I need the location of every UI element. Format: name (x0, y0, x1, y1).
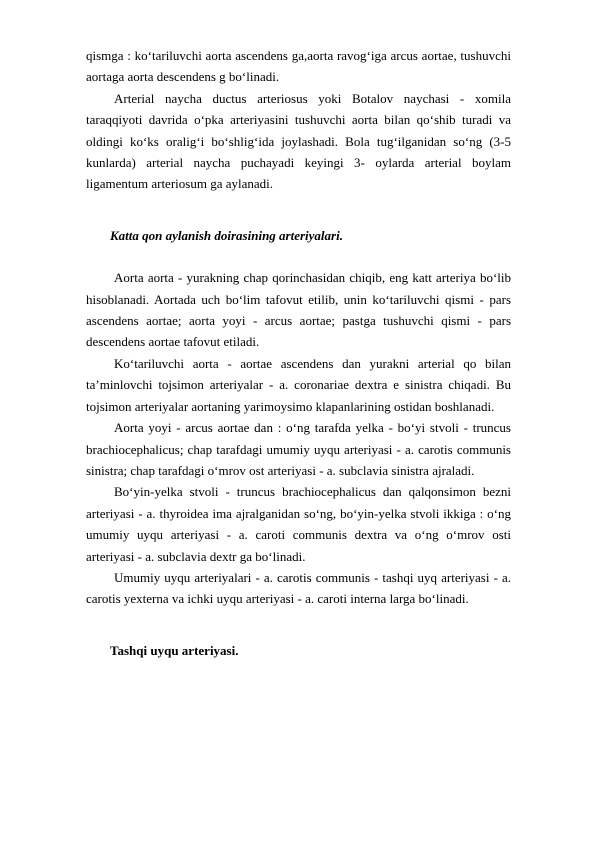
paragraph-aorta: Aorta aorta - yurakning chap qorinchasidan chiqib, eng katt arteriya bo‘lib hisoblanadi. Aortada uch bo‘lim tafovut etilib, unin ko‘tariluvchi qismi - pars ascendens aortae; aorta yoyi - arcus aortae; pastga tushuvchi qismi - pars descendens aortae tafovut etiladi. (86, 270, 511, 350)
paragraph-continuation: qismga : ko‘tariluvchi aorta ascendens ga,aorta ravog‘iga arcus aortae, tushuvchi aortaga aorta descendens g bo‘linadi. (86, 48, 511, 85)
spacer (86, 246, 511, 267)
paragraph-ductus-arteriosus: Arterial naycha ductus arteriosus yoki Botalov naychasi - xomila taraqqiyoti davrida o‘pka arteriyasini tushuvchi aorta bilan qo‘shib turadi va oldingi ko‘ks oralig‘i bo‘shlig‘ida joylashadi. Bola tug‘ilganidan so‘ng (3-5 kunlarda) arterial naycha puchayadi keyingi 3- oylarda arterial boylam ligamentum arteriosum ga aylanadi. (86, 90, 511, 192)
paragraph-common-carotid: Umumiy uyqu arteriyalari - a. carotis communis - tashqi uyq arteriyasi - a. carotis yexterna va ichki uyqu arteriyasi - a. caroti interna larga bo‘linadi. (86, 569, 511, 607)
section-heading-systemic-arteries: Katta qon aylanish doirasining arteriyalari. (110, 227, 343, 243)
paragraph-brachiocephalic-trunk: Bo‘yin-yelka stvoli - truncus brachiocephalicus dan qalqonsimon bezni arteriyasi - a. thyroidea ima ajralganidan so‘ng, bo‘yin-yelka stvoli ikkiga : o‘ng umumiy uyqu arteriyasi - a. caroti communis dextra va o‘ng o‘mrov osti arteriyasi - a. subclavia dextr ga bo‘linadi. (86, 484, 511, 564)
paragraph-ascending-aorta: Ko‘tariluvchi aorta - aortae ascendens dan yurakni arterial qo bilan ta’minlovchi tojsimon arteriyalar - a. coronariae dextra e sinistra chiqadi. Bu tojsimon arteriyalar aortaning yarimoysimo klapanlarining ostidan boshlanadi. (86, 355, 511, 414)
spacer (86, 195, 511, 225)
section-heading-external-carotid: Tashqi uyqu arteriyasi. (110, 642, 239, 658)
paragraph-aortic-arch: Aorta yoyi - arcus aortae dan : o‘ng tarafda yelka - bo‘yi stvoli - truncus brachiocephalicus; chap tarafdagi umumiy uyqu arteriyasi - a. carotis communis sinistra; chap tarafdagi o‘mrov ost arteriyasi - a. subclavia sinistra ajraladi. (86, 420, 511, 478)
document-body (86, 45, 511, 661)
spacer (86, 610, 511, 640)
